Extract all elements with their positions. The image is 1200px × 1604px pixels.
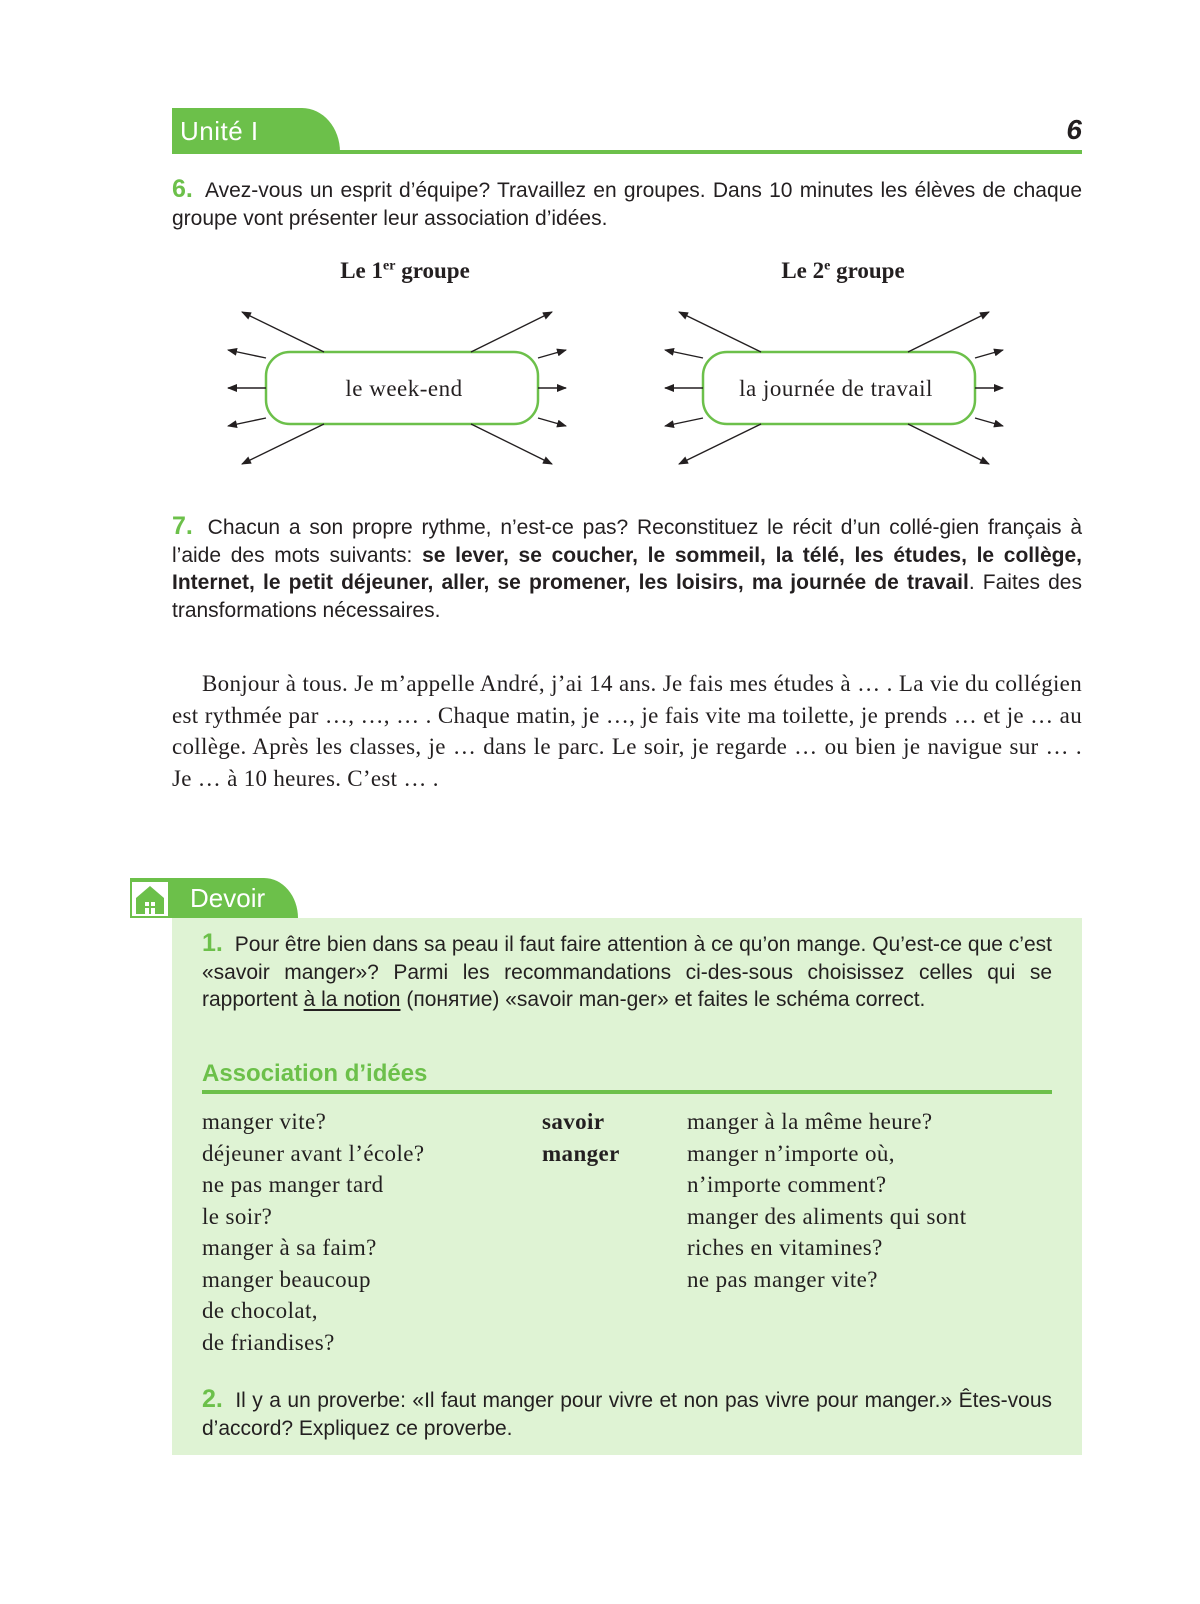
group-prefix: Le 2 (781, 258, 825, 283)
list-item: manger n’importe où, (687, 1140, 895, 1166)
group-suffix: groupe (401, 258, 470, 283)
group-prefix: Le 1 (340, 258, 384, 283)
unit-tab (172, 108, 340, 152)
list-item: de chocolat, (202, 1298, 318, 1323)
bubble-label-week-end: le week-end (345, 376, 463, 401)
group-1-title (280, 258, 530, 284)
exercise-text: Avez-vous un esprit d’équipe? Travaillez en groupes. Dans 10 minutes les élèves de chaque groupe vont présenter leur association d’idées. (172, 179, 1083, 230)
exercise-number: 6. (172, 175, 193, 203)
center-term: savoir (542, 1109, 605, 1134)
arrow (228, 350, 266, 358)
arrow (975, 418, 1003, 426)
story-text: Bonjour à tous. Je m’appelle André, j’ai 14 ans. Je fais mes études à … . La vie du collégien est rythmée par …, …, … . Chaque matin, je …, je fais vite ma toilette, je prends … et je … au collège. Après les classes, je … dans le parc. Le soir, je regarde … ou bien je navigue sur … . Je … à 10 heures. C’est … . (172, 671, 1082, 791)
list-item: manger vite? (202, 1109, 327, 1134)
exercise-number: 7. (172, 512, 193, 540)
arrow (471, 312, 552, 352)
bubble-label-journee: la journée de travail (739, 376, 933, 401)
exercise-text: Il y a un proverbe: «Il faut manger pour vivre et non pas vivre pour manger.» Êtes-vous d’accord? Expliquez ce proverbe. (202, 1389, 1052, 1440)
list-item: riches en vitamines? (687, 1235, 883, 1260)
exercise-6 (172, 176, 1082, 232)
middle-column (542, 1106, 620, 1169)
list-item: de friandises? (202, 1329, 335, 1355)
center-term: manger (542, 1140, 620, 1166)
arrow (538, 418, 566, 426)
right-column (687, 1106, 967, 1295)
house-icon-glyph (132, 882, 168, 916)
exercise-text-before: Pour être bien dans sa peau il faut faire attention à ce qu’on mange. Qu’est-ce que c’est «savoir manger»? Parmi les recommandations ci-des-sous choisissez celles qui se rapportent (202, 933, 1052, 1011)
exercise-text-after: (понятие) «savoir man-ger» et faites le schéma correct. (406, 988, 926, 1011)
exercise-outro: . Faites des transformations nécessaires. (172, 571, 1082, 622)
arrow (679, 312, 761, 352)
group-ordinal: er (383, 258, 396, 274)
list-item: manger beaucoup (202, 1266, 371, 1292)
exercise-number: 2. (202, 1385, 223, 1413)
arrow (665, 418, 703, 426)
list-item: manger des aliments qui sont (687, 1203, 967, 1229)
exercise-intro: Chacun a son propre rythme, n’est-ce pas? Reconstituez le récit d’un collé-gien français à l’aide des mots suivants: (172, 516, 1083, 567)
arrow (242, 312, 324, 352)
left-column (202, 1106, 424, 1358)
group-ordinal: e (824, 258, 831, 274)
header-rule (172, 150, 1082, 154)
group-2-title (718, 258, 968, 284)
underlined-term: à la notion (303, 988, 401, 1011)
devoir-exercise-2 (202, 1386, 1052, 1442)
exercise-words: se lever, se coucher, le sommeil, la télé, les études, le collège, Internet, le petit déjeuner, aller, se promener, les loisirs, ma journée de travail (172, 543, 1082, 594)
list-item: n’importe comment? (687, 1172, 887, 1197)
house-icon (130, 880, 170, 918)
arrow (908, 424, 989, 464)
arrow (228, 418, 266, 426)
association-title: Association d’idées (202, 1060, 428, 1087)
list-item: ne pas manger tard (202, 1172, 384, 1197)
devoir-exercise-1 (202, 930, 1052, 1014)
list-item: manger à sa faim? (202, 1235, 377, 1260)
arrow (471, 424, 552, 464)
arrow (242, 424, 324, 464)
page-header (172, 108, 1082, 156)
arrow (975, 350, 1003, 358)
arrow (679, 424, 761, 464)
unit-label: Unité I (180, 116, 259, 146)
exercise-7 (172, 513, 1082, 624)
page-number: 6 (1066, 114, 1082, 145)
arrow (665, 350, 703, 358)
list-item: le soir? (202, 1203, 273, 1229)
association-rule (202, 1090, 1052, 1094)
group-suffix: groupe (836, 258, 905, 283)
arrow (538, 350, 566, 358)
arrow (908, 312, 989, 352)
devoir-label: Devoir (190, 883, 266, 913)
list-item: manger à la même heure? (687, 1109, 933, 1134)
list-item: ne pas manger vite? (687, 1266, 878, 1292)
exercise-number: 1. (202, 929, 223, 957)
list-item: déjeuner avant l’école? (202, 1140, 425, 1166)
